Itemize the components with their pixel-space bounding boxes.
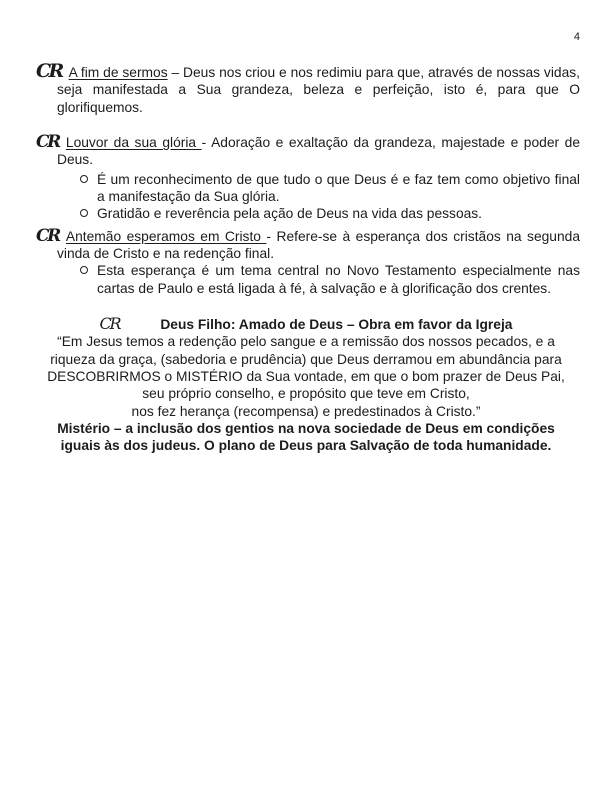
term-definition: - Adoração e exaltação da grandeza, majestade e poder de	[201, 134, 580, 150]
mystery-paragraph	[28, 420, 584, 455]
term-underlined: Antemão esperamos em Cristo	[65, 228, 267, 244]
cr-ornament-bullet-icon: CR	[36, 225, 59, 246]
text-line: glorifiquemos.	[57, 99, 143, 115]
cr-ornament-bullet-icon: CR	[36, 60, 62, 82]
page-number: 4	[573, 31, 580, 43]
section-heading-text: Deus Filho: Amado de Deus – Obra em favor da Igreja	[160, 317, 513, 332]
text-line: cartas de Paulo e está ligada à fé, à salvação e à glorificação dos crentes.	[97, 280, 552, 296]
circle-bullet-icon	[80, 175, 88, 183]
bullet-item-louvor-da-sua-gloria	[36, 131, 580, 169]
text-line: vinda de Cristo e na redenção final.	[57, 245, 275, 261]
sub-bullet-item	[97, 262, 580, 297]
text-line	[36, 60, 580, 82]
quote-line: riqueza da graça, (sabedoria e prudência) que Deus derramou em abundância para	[50, 351, 562, 367]
text-line: seja manifestada a Sua grandeza, beleza e perfeição, isto é, para que O	[57, 82, 580, 98]
term-underlined: A fim de sermos	[68, 65, 168, 80]
circle-bullet-icon	[80, 209, 88, 217]
term-definition: - Refere-se à esperança dos cristãos na segunda	[266, 228, 580, 244]
cr-ornament-bullet-icon: CR	[99, 314, 120, 333]
text-line	[97, 205, 580, 222]
sub-bullet-item	[97, 205, 580, 222]
quote-line: nos fez herança (recompensa) e predestinados à Cristo.”	[131, 403, 481, 419]
term-definition: – Deus nos criou e nos redimiu para que, através de nossas vidas,	[167, 65, 580, 80]
term-underlined: Louvor da sua glória	[65, 134, 202, 150]
text-line	[36, 225, 580, 246]
sub-bullet-text: Gratidão e reverência pela ação de Deus na vida das pessoas.	[97, 206, 483, 222]
sub-bullet-text: É um reconhecimento de que tudo o que Deus é e faz tem como objetivo final	[97, 171, 580, 187]
mystery-line: Mistério – a inclusão dos gentios na nova sociedade de Deus em condições	[57, 420, 555, 436]
sub-bullet-list	[97, 262, 580, 297]
cr-ornament-bullet-icon: CR	[36, 131, 59, 152]
mystery-line: iguais às dos judeus. O plano de Deus para Salvação de toda humanidade.	[60, 438, 552, 454]
sub-bullet-list	[97, 171, 580, 223]
circle-bullet-icon	[80, 266, 88, 274]
text-line: a manifestação da Sua glória.	[97, 188, 280, 204]
section-heading	[0, 315, 612, 333]
centered-section	[0, 315, 612, 455]
sub-bullet-item	[97, 171, 580, 206]
text-line: Deus.	[57, 152, 94, 168]
bullet-item-a-fim-de-sermos	[36, 60, 580, 116]
quote-line: DESCOBRIRMOS o MISTÉRIO da Sua vontade, em que o bom prazer de Deus Pai,	[47, 368, 565, 384]
quote-line: seu próprio conselho, e propósito que teve em Cristo,	[142, 386, 470, 402]
text-line	[36, 131, 580, 152]
text-line	[97, 262, 580, 279]
content-column	[0, 0, 612, 297]
text-line	[97, 171, 580, 188]
sub-bullet-text: Esta esperança é um tema central no Novo Testamento especialmente nas	[97, 263, 580, 279]
bullet-item-antemao-esperamos-em-cristo	[36, 225, 580, 263]
quote-paragraph	[28, 333, 584, 420]
quote-line: “Em Jesus temos a redenção pelo sangue e a remissão dos nossos pecados, e a	[57, 334, 555, 350]
